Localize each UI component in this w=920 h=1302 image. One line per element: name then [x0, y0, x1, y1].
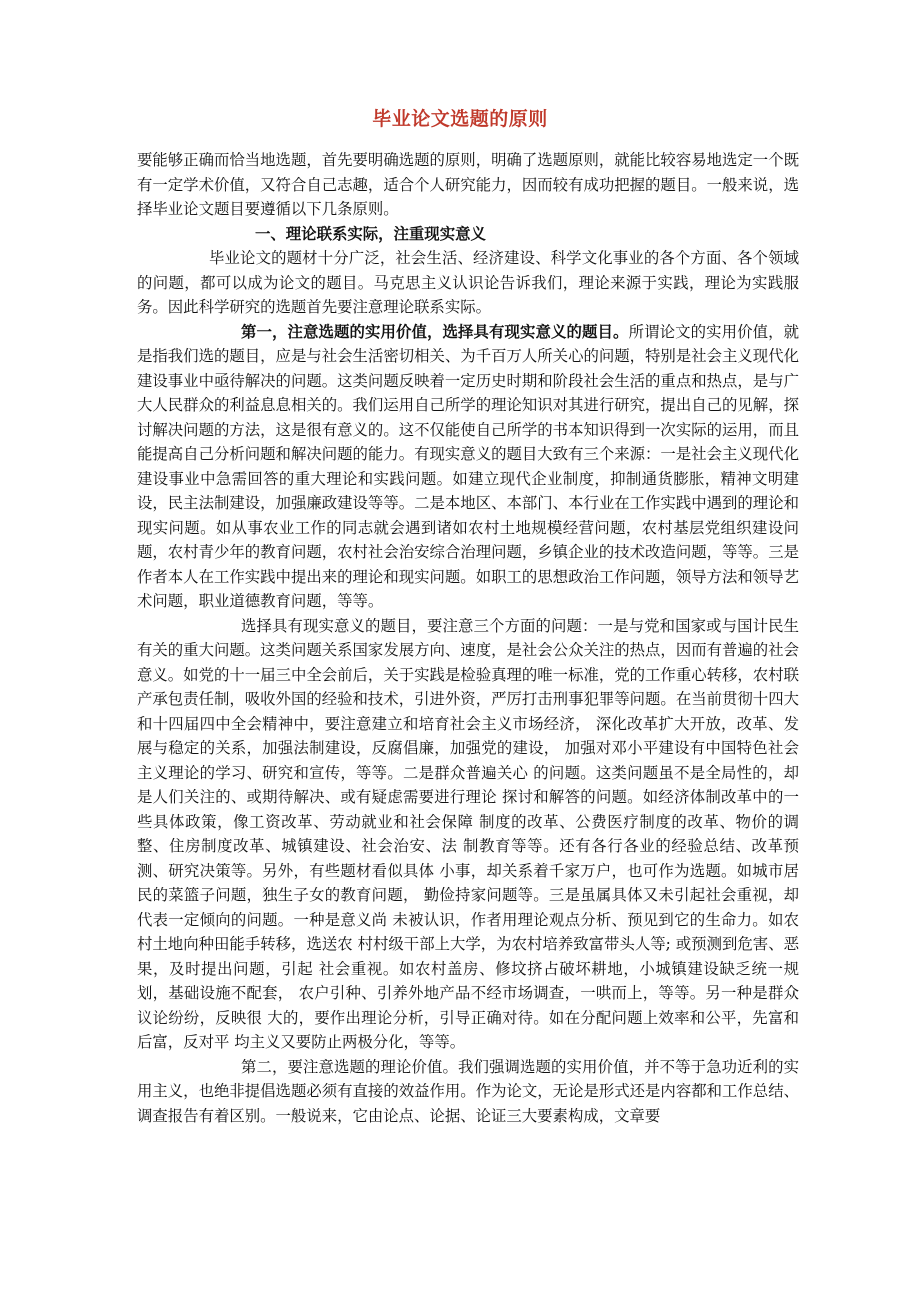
paragraph-2-body: 所谓论文的实用价值，就是指我们选的题目，应是与社会生活密切相关、为千百万人所关心的问题，特别是社会主义现代化建设事业中亟待解决的问题。这类问题反映着一定历史时期和阶段社会生活的重点和热点，是与广大人民群众的利益息息相关的。我们运用自己所学的理论知识对其进行研究，提出自己的见解，探讨解决问题的方法，这是很有意义的。这不仅能使自己所学的书本知识得到一次实际的运用，而且能提高自己分析问题和解决问题的能力。有现实意义的题目大致有三个来源：一是社会主义现代化建设事业中急需回答的重大理论和实践问题。如建立现代企业制度，抑制通货膨胀，精神文明建设，民主法制建设，加强廉政建设等等。二是本地区、本部门、本行业在工作实践中遇到的理论和现实问题。如从事农业工作的同志就会遇到诸如农村土地规模经营问题，农村基层党组织建设问题，农村青少年的教育问题，农村社会治安综合治理问题，乡镇企业的技术改造问题，等等。三是作者本人在工作实践中提出来的理论和现实问题。如职工的思想政治工作问题，领导方法和领导艺术问题，职业道德教育问题，等等。 [137, 322, 799, 610]
paragraph-1: 毕业论文的题材十分广泛，社会生活、经济建设、科学文化事业的各个方面、各个领域的问题，都可以成为论文的题目。马克思主义认识论告诉我们，理论来源于实践，理论为实践服务。因此科学研究的选题首先要注意理论联系实际。 [137, 249, 799, 316]
paragraph-3: 选择具有现实意义的题目，要注意三个方面的问题：一是与党和国家或与国计民生有关的重大问题。这类问题关系国家发展方向、速度，是社会公众关注的热点，因而有普遍的社会意义。如党的十一届三中全会前后，关于实践是检验真理的唯一标准，党的工作重心转移，农村联产承包责任制，吸收外国的经验和技术，引进外资，严厉打击刑事犯罪等问题。在当前贯彻十四大和十四届四中全会精神中，要注意建立和培育社会主义市场经济， 深化改革扩大开放，改革、发展与稳定的关系，加强法制建设，反腐倡廉，加强党的建设， 加强对邓小平建设有中国特色社会主义理论的学习、研究和宣传，等等。二是群众普遍关心 的问题。这类问题虽不是全局性的，却是人们关注的、或期待解决、或有疑虑需要进行理论 探讨和解答的问题。如经济体制改革中的一些具体政策，像工资改革、劳动就业和社会保障 制度的改革、公费医疗制度的改革、物价的调整、住房制度改革、城镇建设、社会治安、法 制教育等等。还有各行各业的经验总结、改革预测、研究决策等。另外，有些题材看似具体 小事，却关系着千家万户，也可作为选题。如城市居民的菜篮子问题，独生子女的教育问题， 勤俭持家问题等。三是虽属具体又未引起社会重视，却代表一定倾向的问题。一种是意义尚 未被认识，作者用理论观点分析、预见到它的生命力。如农村土地向种田能手转移，选送农 村村级干部上大学，为农村培养致富带头人等; 或预测到危害、恶果，及时提出问题，引起 社会重视。如农村盖房、修坟挤占破坏耕地，小城镇建设缺乏统一规划，基础设施不配套， 农户引种、引养外地产品不经市场调查，一哄而上，等等。另一种是群众议论纷纷，反映很 大的，要作出理论分析，引导正确对待。如在分配问题上效率和公平，先富和后富，反对平 均主义又要防止两极分化，等等。 [137, 616, 799, 1051]
paragraph-2-lead: 第一，注意选题的实用价值，选择具有现实意义的题目。 [241, 322, 629, 341]
section-heading: 一、理论联系实际，注重现实意义 [255, 224, 486, 243]
page-title: 毕业论文选题的原则 [372, 108, 548, 130]
document-body [137, 148, 799, 1128]
paragraph-4: 第二，要注意选题的理论价值。我们强调选题的实用价值，并不等于急功近利的实用主义，也绝非提倡选题必须有直接的效益作用。作为论文，无论是形式还是内容都和工作总结、调查报告有着区别。一般说来，它由论点、论据、论证三大要素构成，文章要 [137, 1057, 799, 1125]
intro-paragraph: 要能够正确而恰当地选题，首先要明确选题的原则，明确了选题原则，就能比较容易地选定一个既有一定学术价值，又符合自己志趣，适合个人研究能力，因而较有成功把握的题目。一般来说，选择毕业论文题目要遵循以下几条原则。 [137, 151, 799, 218]
paragraph-2 [137, 320, 799, 614]
